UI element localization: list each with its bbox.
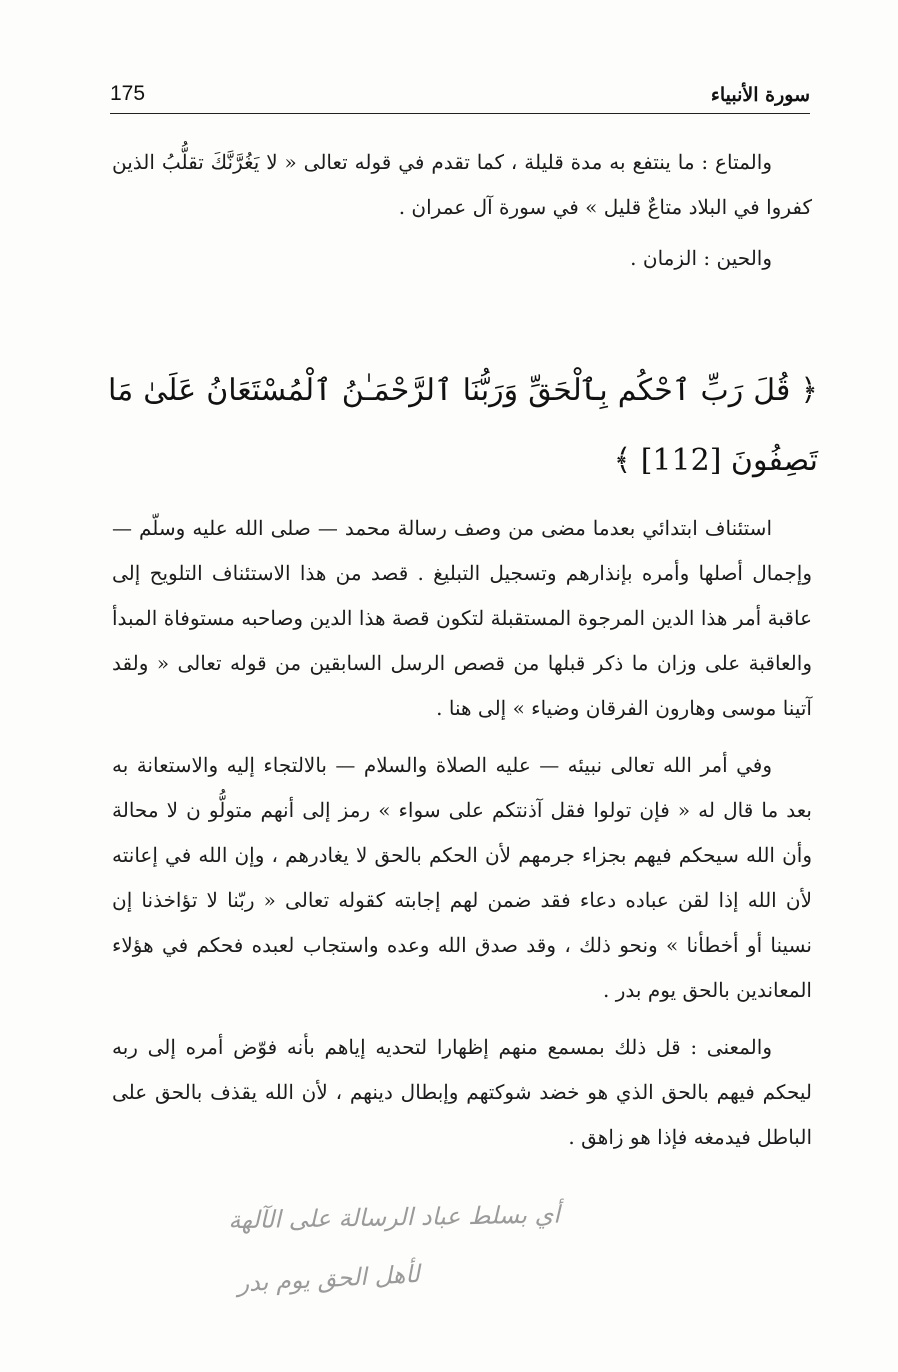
paragraph-amr: وفي أمر الله تعالى نبيئه — عليه الصلاة والسلام — بالالتجاء إليه والاستعانة به بعد ما قال له « فإن تولوا فقل آذنتكم على سواء » رمز إلى أنهم متولُّو ن لا محالة وأن الله سيحكم فيهم بجزاء جرمهم لأن الحكم بالحق لا يغادرهم ، وإن الله في إعانته لأن الله إذا لقن عباده دعاء فقد ضمن لهم إجابته كقوله تعالى « ربّنا لا تؤاخذنا إن نسينا أو أخطأنا » ونحو ذلك ، وقد صدق الله وعده واستجاب لعبده فحكم في هؤلاء المعاندين بالحق يوم بدر . xyxy=(112,753,812,1002)
main-section xyxy=(112,506,812,1160)
quran-verse: ﴿ قُلَ رَبِّ ٱحْكُم بِٱلْحَقِّ وَرَبُّنَا ٱلرَّحْمَـٰنُ ٱلْمُسْتَعَانُ عَلَىٰ مَا تَصِفُونَ [112] ﴾ xyxy=(108,373,818,478)
top-section xyxy=(112,140,812,281)
page-header xyxy=(110,82,810,112)
surah-title: سورة الأنبياء xyxy=(710,84,810,106)
paragraph-maana: والمعنى : قل ذلك بمسمع منهم إظهارا لتحديه إياهم بأنه فوّض أمره إلى ربه ليحكم فيهم بالحق الذي هو خضد شوكتهم وإبطال دينهم ، لأن الله يقذف بالحق على الباطل فيدمغه فإذا هو زاهق . xyxy=(112,1035,812,1149)
page-number: 175 xyxy=(110,82,146,105)
paragraph-hin: والحين : الزمان . xyxy=(630,246,772,270)
paragraph-istinaf: استئناف ابتدائي بعدما مضى من وصف رسالة محمد — صلى الله عليه وسلّم — وإجمال أصلها وأمره بإنذارهم وتسجيل التبليغ . قصد من هذا الاستئناف التلويح إلى عاقبة أمر هذا الدين المرجوة المستقبلة لتكون قصة هذا الدين وصاحبه مستوفاة المبدأ والعاقبة على وزان ما ذكر قبلها من قصص الرسل السابقين من قوله تعالى « ولقد آتينا موسى وهارون الفرقان وضياء » إلى هنا . xyxy=(112,516,812,720)
header-rule xyxy=(110,113,810,114)
handwritten-note-1: أي بسلط عباد الرسالة على الآلهة xyxy=(228,1200,561,1235)
paragraph-mataa: والمتاع : ما ينتفع به مدة قليلة ، كما تقدم في قوله تعالى « لا يَغُرَّنَّكَ تقلُّبُ الذين كفروا في البلاد متاعٌ قليل » في سورة آل عمران . xyxy=(112,150,812,219)
handwritten-note-2: لأهل الحق يوم بدر xyxy=(236,1259,421,1298)
